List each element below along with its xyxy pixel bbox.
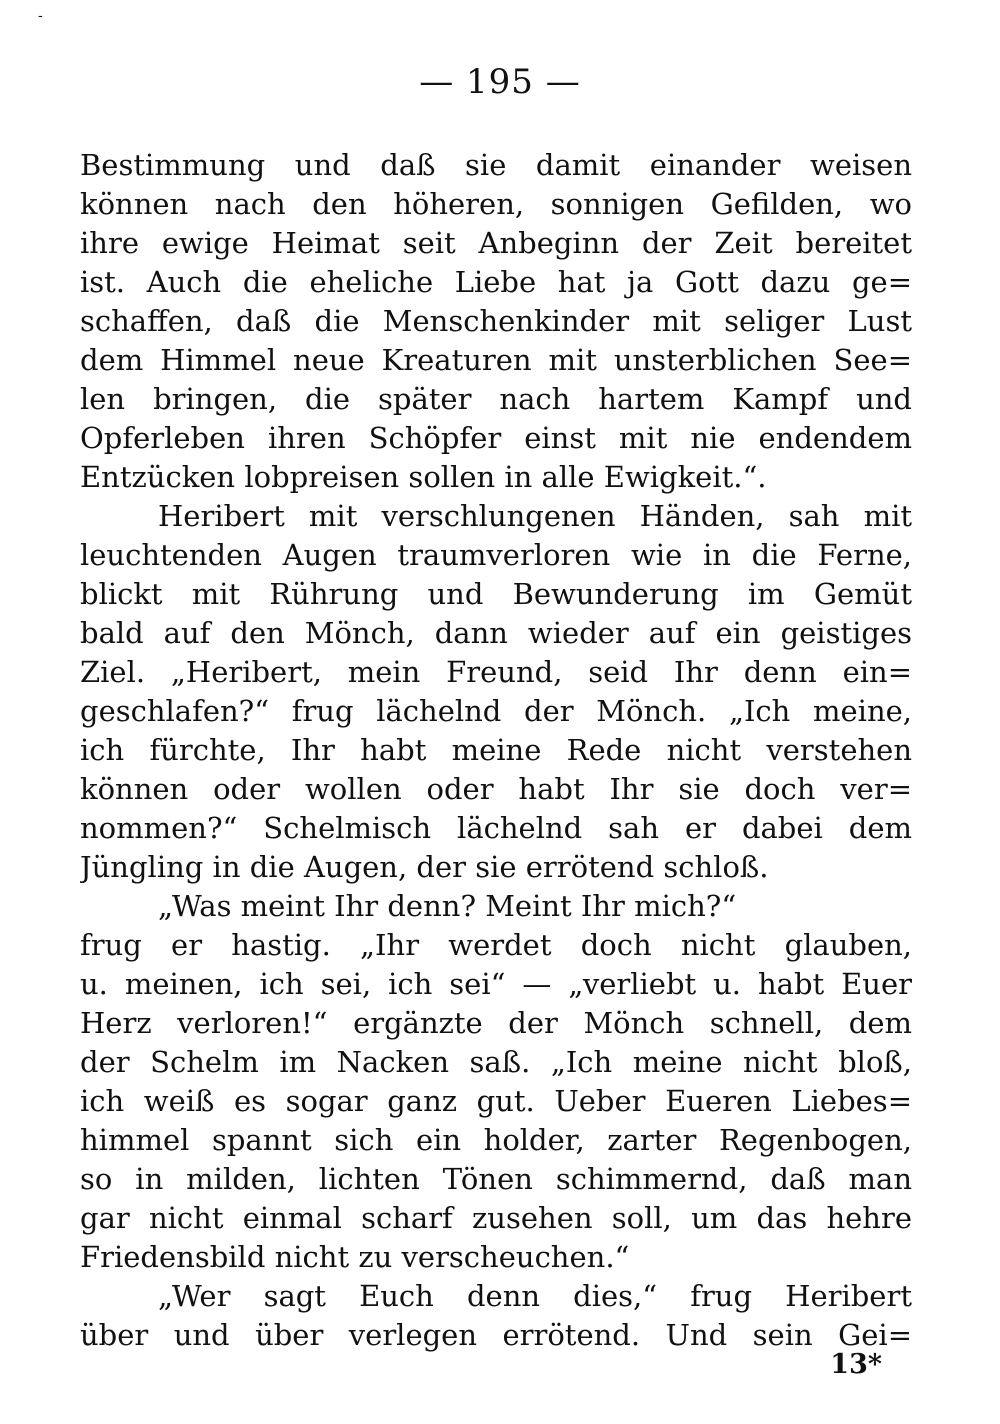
printer-signature: 13* — [830, 1349, 882, 1380]
text-line: dem Himmel neue Kreaturen mit unsterblichen See= — [80, 343, 912, 377]
text-line: len bringen, die später nach hartem Kampf und — [80, 382, 912, 416]
text-line: bald auf den Mönch, dann wieder auf ein geistiges — [80, 616, 912, 650]
text-line: Entzücken lobpreisen sollen in alle Ewigkeit.“. — [80, 460, 767, 494]
page-number: — 195 — — [419, 62, 581, 102]
text-line: ihre ewige Heimat seit Anbeginn der Zeit bereitet — [80, 226, 912, 260]
text-line: schaffen, daß die Menschenkinder mit seliger Lust — [80, 304, 912, 338]
text-line: ist. Auch die eheliche Liebe hat ja Gott dazu ge= — [80, 265, 912, 299]
text-line: der Schelm im Nacken saß. „Ich meine nicht bloß, — [80, 1045, 912, 1079]
text-line: Herz verloren!“ ergänzte der Mönch schnell, dem — [80, 1006, 912, 1040]
text-line: Opferleben ihren Schöpfer einst mit nie endendem — [80, 421, 912, 455]
text-line: ich weiß es sogar ganz gut. Ueber Eueren Liebes= — [80, 1084, 912, 1118]
text-line: Jüngling in die Augen, der sie errötend schloß. — [80, 850, 769, 884]
text-line: Friedensbild nicht zu verscheuchen.“ — [80, 1240, 630, 1274]
text-line: Ziel. „Heribert, mein Freund, seid Ihr denn ein= — [80, 655, 912, 689]
text-line: nommen?“ Schelmisch lächelnd sah er dabei dem — [80, 811, 912, 845]
text-line: geschlafen?“ frug lächelnd der Mönch. „Ich meine, — [80, 694, 912, 728]
text-line: blickt mit Rührung und Bewunderung im Gemüt — [80, 577, 912, 611]
text-line: können oder wollen oder habt Ihr sie doch ver= — [80, 772, 912, 806]
body-text — [80, 146, 912, 1355]
text-line: über und über verlegen errötend. Und sein Gei= — [80, 1318, 912, 1352]
text-line: u. meinen, ich sei, ich sei“ — „verliebt u. habt Euer — [80, 967, 912, 1001]
text-line: ich fürchte, Ihr habt meine Rede nicht verstehen — [80, 733, 912, 767]
text-line: himmel spannt sich ein holder, zarter Regenbogen, — [80, 1123, 912, 1157]
corner-mark: - — [38, 8, 43, 24]
text-line: gar nicht einmal scharf zusehen soll, um das hehre — [80, 1201, 912, 1235]
text-line: Heribert mit verschlungenen Händen, sah mit — [158, 499, 912, 533]
text-line: frug er hastig. „Ihr werdet doch nicht glauben, — [80, 928, 912, 962]
text-line: Bestimmung und daß sie damit einander weisen — [80, 148, 912, 182]
text-line: so in milden, lichten Tönen schimmernd, daß man — [80, 1162, 912, 1196]
text-line: „Wer sagt Euch denn dies,“ frug Heribert — [158, 1279, 912, 1313]
text-line: „Was meint Ihr denn? Meint Ihr mich?“ — [158, 889, 737, 923]
text-line: leuchtenden Augen traumverloren wie in die Ferne, — [80, 538, 912, 572]
text-line: können nach den höheren, sonnigen Gefilden, wo — [80, 187, 912, 221]
